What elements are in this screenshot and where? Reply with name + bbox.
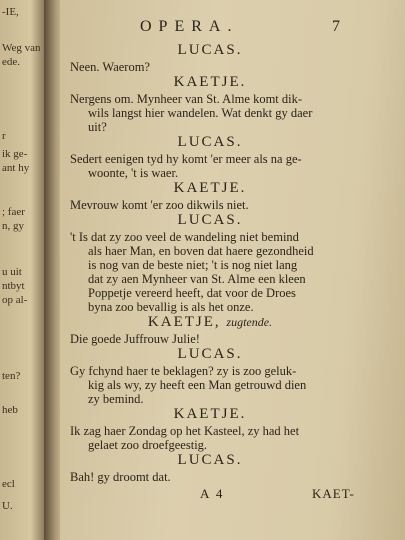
speaker-label: KAETJE. (173, 74, 247, 90)
dialogue-line: wils langst hier wandelen. Wat denkt gy daer (88, 106, 313, 120)
book-page (60, 0, 405, 540)
dialogue-line: gelaet zoo droefgeestig. (88, 438, 208, 452)
dialogue-line: Ik zag haer Zondag op het Kasteel, zy had het (70, 424, 300, 438)
left-page-fragment: ten? (2, 370, 21, 382)
left-page-fragment: ecl (2, 478, 15, 490)
page-number: 7 (332, 18, 340, 35)
left-page-fragment: n, gy (2, 220, 24, 232)
catchword: KAET- (312, 486, 355, 501)
speaker-name (60, 180, 360, 197)
speaker-label: KAETJE. (173, 406, 247, 422)
dialogue-line: kig als wy, zy heeft een Man getrouwd dien (88, 378, 307, 392)
signature-mark: A 4 (200, 486, 225, 501)
left-page-fragment: Weg van (2, 42, 41, 54)
speaker-name (60, 452, 360, 469)
speaker-label: LUCAS. (177, 134, 243, 150)
running-header: OPERA. (140, 18, 239, 35)
left-page-fragment: U. (2, 500, 13, 512)
speaker-label: LUCAS. (177, 452, 243, 468)
dialogue-line: byna zoo bevallig is als het onze. (88, 300, 254, 314)
dialogue-line: Bah! gy droomt dat. (70, 470, 171, 484)
dialogue-line: 't Is dat zy zoo veel de wandeling niet bemind (70, 230, 299, 244)
left-page-fragment: r (2, 130, 6, 142)
speaker-name (60, 212, 360, 229)
speaker-name (60, 74, 360, 91)
dialogue-line: Neen. Waerom? (70, 60, 150, 74)
dialogue-line: woonte, 't is waer. (88, 166, 179, 180)
dialogue-line: dat zy aen Mynheer van St. Alme een kleen (88, 272, 306, 286)
dialogue-line: Nergens om. Mynheer van St. Alme komt dik- (70, 92, 303, 106)
speaker-label: LUCAS. (177, 42, 243, 58)
dialogue-line: Poppetje vereerd heeft, dat voor de Droes (88, 286, 296, 300)
left-page-fragment: ant hy (2, 162, 30, 174)
left-page-fragment: ntbyt (2, 280, 25, 292)
speaker-label: LUCAS. (177, 346, 243, 362)
left-page-fragment: ik ge- (2, 148, 28, 160)
dialogue-line: is nog van de beste niet; 't is nog niet lang (88, 258, 298, 272)
dialogue-line: Sedert eenigen tyd hy komt 'er meer als na ge- (70, 152, 302, 166)
speaker-name (60, 406, 360, 423)
dialogue-line: als haer Man, en boven dat haere gezondheid (88, 244, 314, 258)
left-page-fragment: ; faer (2, 206, 25, 218)
left-page-fragment: heb (2, 404, 18, 416)
left-page-fragment: -IE, (2, 6, 19, 18)
speaker-name (60, 314, 360, 331)
speaker-name (60, 346, 360, 363)
speaker-name (60, 134, 360, 151)
left-page-fragment: ede. (2, 56, 21, 68)
dialogue-line: Gy fchynd haer te beklagen? zy is zoo geluk- (70, 364, 297, 378)
dialogue-line: zy bemind. (88, 392, 144, 406)
dialogue-line: Mevrouw komt 'er zoo dikwils niet. (70, 198, 249, 212)
dialogue-line: uit? (88, 120, 107, 134)
left-page-fragment: op al- (2, 294, 28, 306)
speaker-label: LUCAS. (177, 212, 243, 228)
speaker-name (60, 42, 360, 59)
stage-direction: zugtende. (226, 315, 273, 329)
left-page-edge (0, 0, 44, 540)
speaker-label: KAETJE, (147, 314, 221, 330)
left-page-fragment: u uit (2, 266, 22, 278)
dialogue-line: Die goede Juffrouw Julie! (70, 332, 200, 346)
speaker-label: KAETJE. (173, 180, 247, 196)
